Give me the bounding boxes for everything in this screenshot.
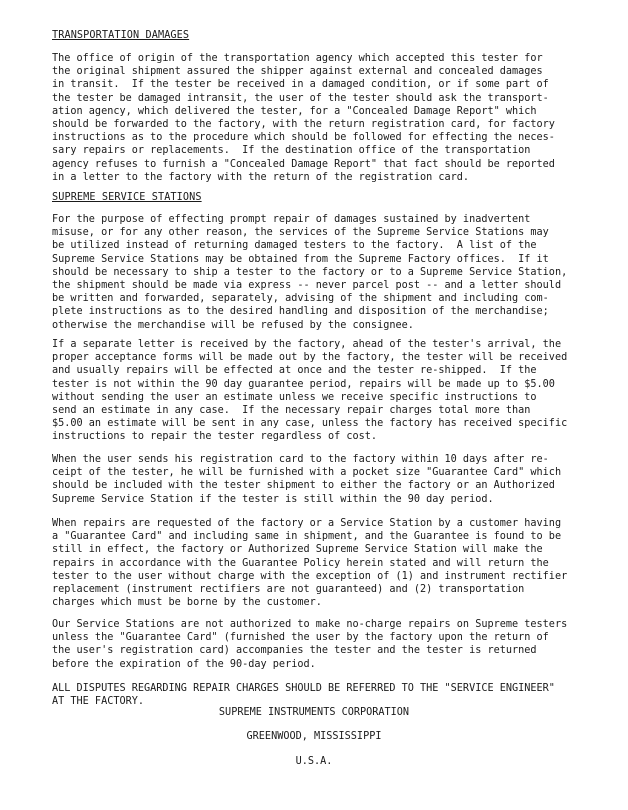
service-stations-paragraph-5: Our Service Stations are not authorized to make no-charge repairs on Supreme testers unless the "Guarantee Card" (furnished the user by the factory upon the return of the user's registration card) accompanies the tester and the tester is returned before the expiration of the 90-day period.: [52, 619, 568, 670]
disputes-notice: ALL DISPUTES REGARDING REPAIR CHARGES SHOULD BE REFERRED TO THE "SERVICE ENGINEER" AT THE FACTORY.: [52, 683, 555, 708]
service-stations-paragraph-1: For the purpose of effecting prompt repair of damages sustained by inadvertent misuse, or for any other reason, the services of the Supreme Service Stations may be utilized instead of returning damaged testers to the factory. A list of the Supreme Service Stations may be obtained from the Supreme Factory offices. If it should be necessary to ship a tester to the factory or to a Supreme Service Station, the shipment should be made via express -- never parcel post -- and a letter should be written and forwarded, separately, advising of the shipment and including com- plete instructions as to the desired handling and disposition of the merchandise; otherwise the merchandise will be refused by the consignee.: [52, 214, 568, 331]
service-stations-heading: SUPREME SERVICE STATIONS: [52, 192, 202, 203]
company-name: SUPREME INSTRUMENTS CORPORATION: [218, 707, 410, 718]
transportation-damages-paragraph: The office of origin of the transportation agency which accepted this tester for the original shipment assured the shipper against external and concealed damages in transit. If the tester be received in a damaged condition, or if some part of the tester be damaged intransit, the user of the tester should ask the transport- ation agency, which delivered the tester, for a "Concealed Damage Report" which should be forwarded to the factory, with the return registration card, for factory instructions as to the procedure which should be followed for effecting the neces- sary repairs or replacements. If the destination office of the transportation agency refuses to furnish a "Concealed Damage Report" that fact should be reported in a letter to the factory with the return of the registration card.: [52, 53, 555, 183]
service-stations-paragraph-2: If a separate letter is received by the factory, ahead of the tester's arrival, the proper acceptance forms will be made out by the factory, the tester will be received and usually repairs will be effected at once and the tester re-shipped. If the tester is not within the 90 day guarantee period, repairs will be made up to $5.00 without sending the user an estimate unless we receive specific instructions to send an estimate in any case. If the necessary repair charges total more than $5.00 an estimate will be sent in any case, unless the factory has received specific instructions to repair the tester regardless of cost.: [52, 339, 568, 443]
service-stations-paragraph-3: When the user sends his registration card to the factory within 10 days after re- ceipt of the tester, he will be furnished with a pocket size "Guarantee Card" which should be included with the tester shipment to either the factory or an Authorized Supreme Service Station if the tester is still within the 90 day period.: [52, 454, 562, 505]
company-city: GREENWOOD, MISSISSIPPI: [246, 731, 382, 742]
company-country: U.S.A.: [295, 756, 333, 767]
service-stations-paragraph-4: When repairs are requested of the factory or a Service Station by a customer having a "Guarantee Card" and including same in shipment, and the Guarantee is found to be still in effect, the factory or Authorized Supreme Service Station will make the repairs in accordance with the Guarantee Policy herein stated and will return the tester to the user without charge with the exception of (1) and instrument rectifier replacement (instrument rectifiers are not guaranteed) and (2) transportation charges which must be borne by the customer.: [52, 518, 568, 609]
transportation-damages-heading: TRANSPORTATION DAMAGES: [52, 30, 190, 41]
